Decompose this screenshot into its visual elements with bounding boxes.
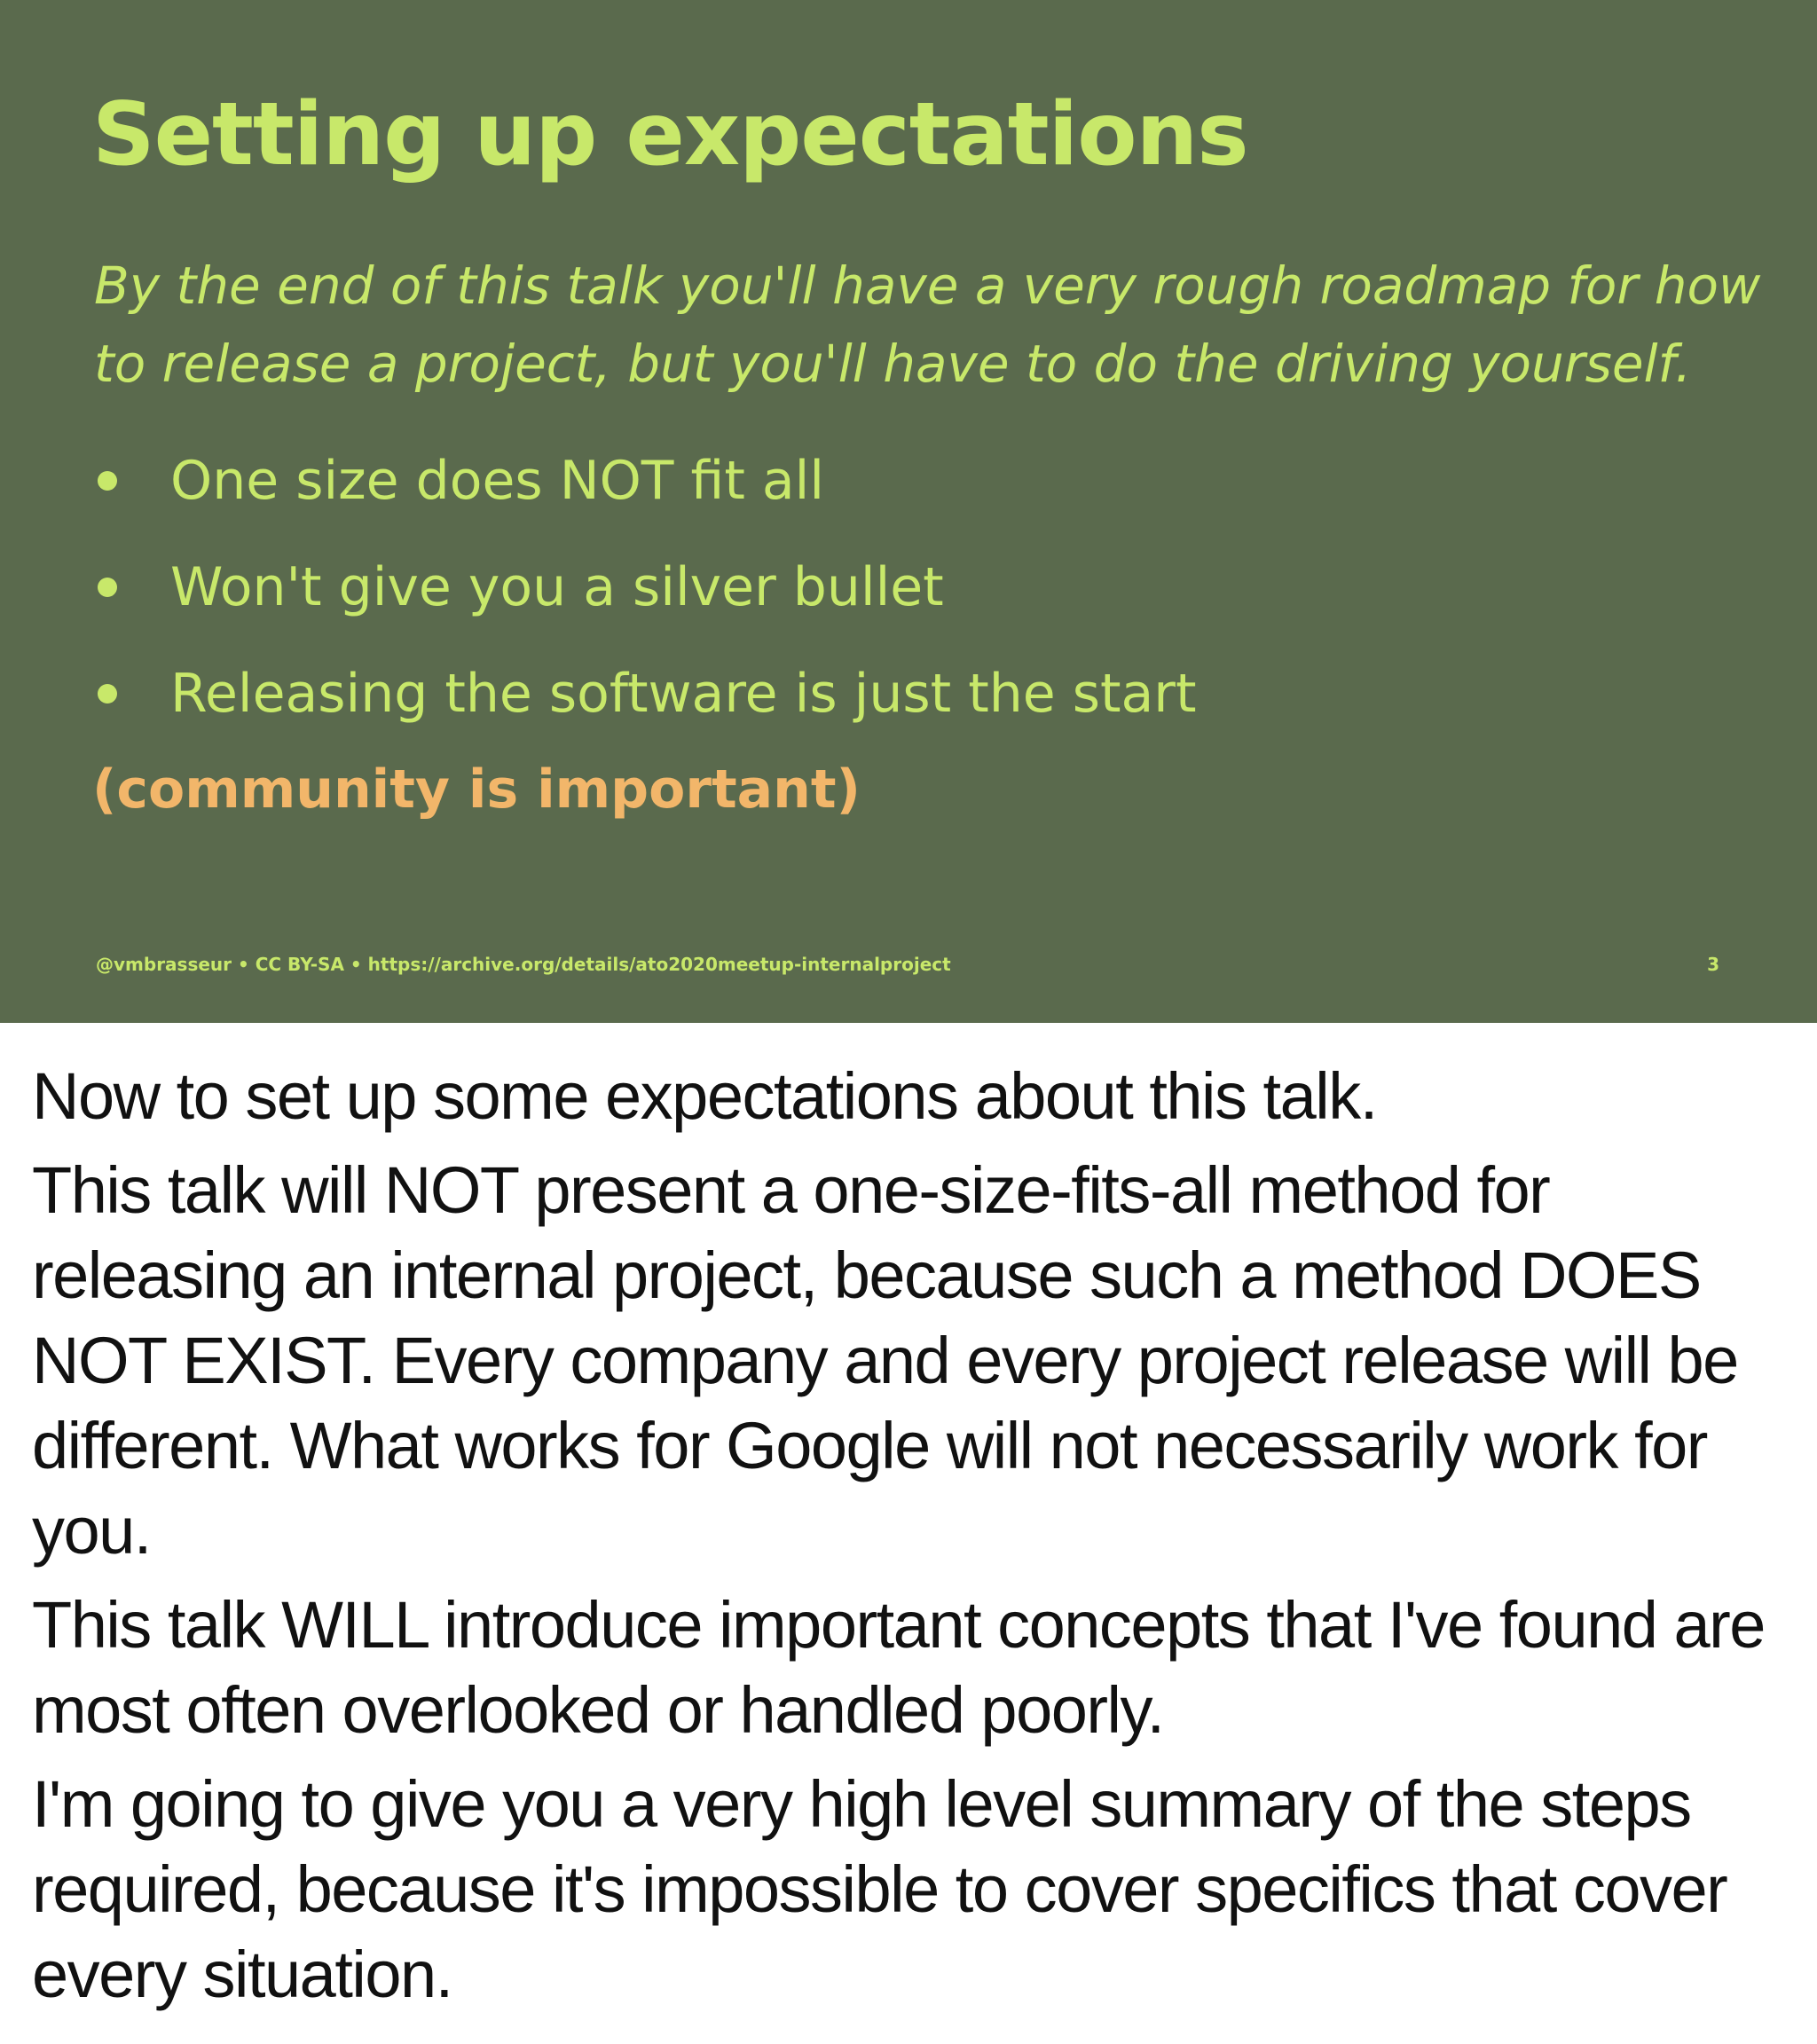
bullet-text: Releasing the software is just the start — [170, 663, 1197, 725]
bullet-dot-icon — [98, 684, 117, 704]
note-paragraph: This talk will NOT present a one-size-fits-all method for releasing an internal project, because such a method DOES NOT EXIST. Every company and every project release will be different. What works for Google will not necessarily work for you. — [32, 1153, 1738, 1568]
bullet-text: Won't give you a silver bullet — [170, 556, 944, 618]
bullet-item — [94, 641, 1197, 747]
slide-note: (community is important) — [92, 759, 861, 821]
bullet-dot-icon — [98, 471, 117, 491]
note-paragraph: Now to set up some expectations about this talk. — [32, 1059, 1377, 1133]
slide-subtitle: By the end of this talk you'll have a very rough roadmap for how to release a project, but you'll have to do the driving yourself. — [94, 256, 1761, 394]
note-paragraph: I'm going to give you a very high level summary of the steps required, because it's impossible to cover specifics that cover every situation. — [32, 1767, 1727, 2011]
note-paragraph: This talk WILL introduce important concepts that I've found are most often overlooked or handled poorly. — [32, 1588, 1765, 1747]
slide-page-number: 3 — [1707, 954, 1719, 975]
slide-footer: @vmbrasseur • CC BY-SA • https://archive.org/details/ato2020meetup-internalproject — [96, 954, 951, 975]
bullet-item — [94, 534, 1197, 641]
bullet-text: One size does NOT fit all — [170, 450, 825, 512]
speaker-notes — [32, 1054, 1797, 2026]
bullet-item — [94, 428, 1197, 534]
bullet-dot-icon — [98, 578, 117, 597]
slide-title: Setting up expectations — [92, 84, 1248, 185]
bullet-list — [94, 428, 1197, 747]
